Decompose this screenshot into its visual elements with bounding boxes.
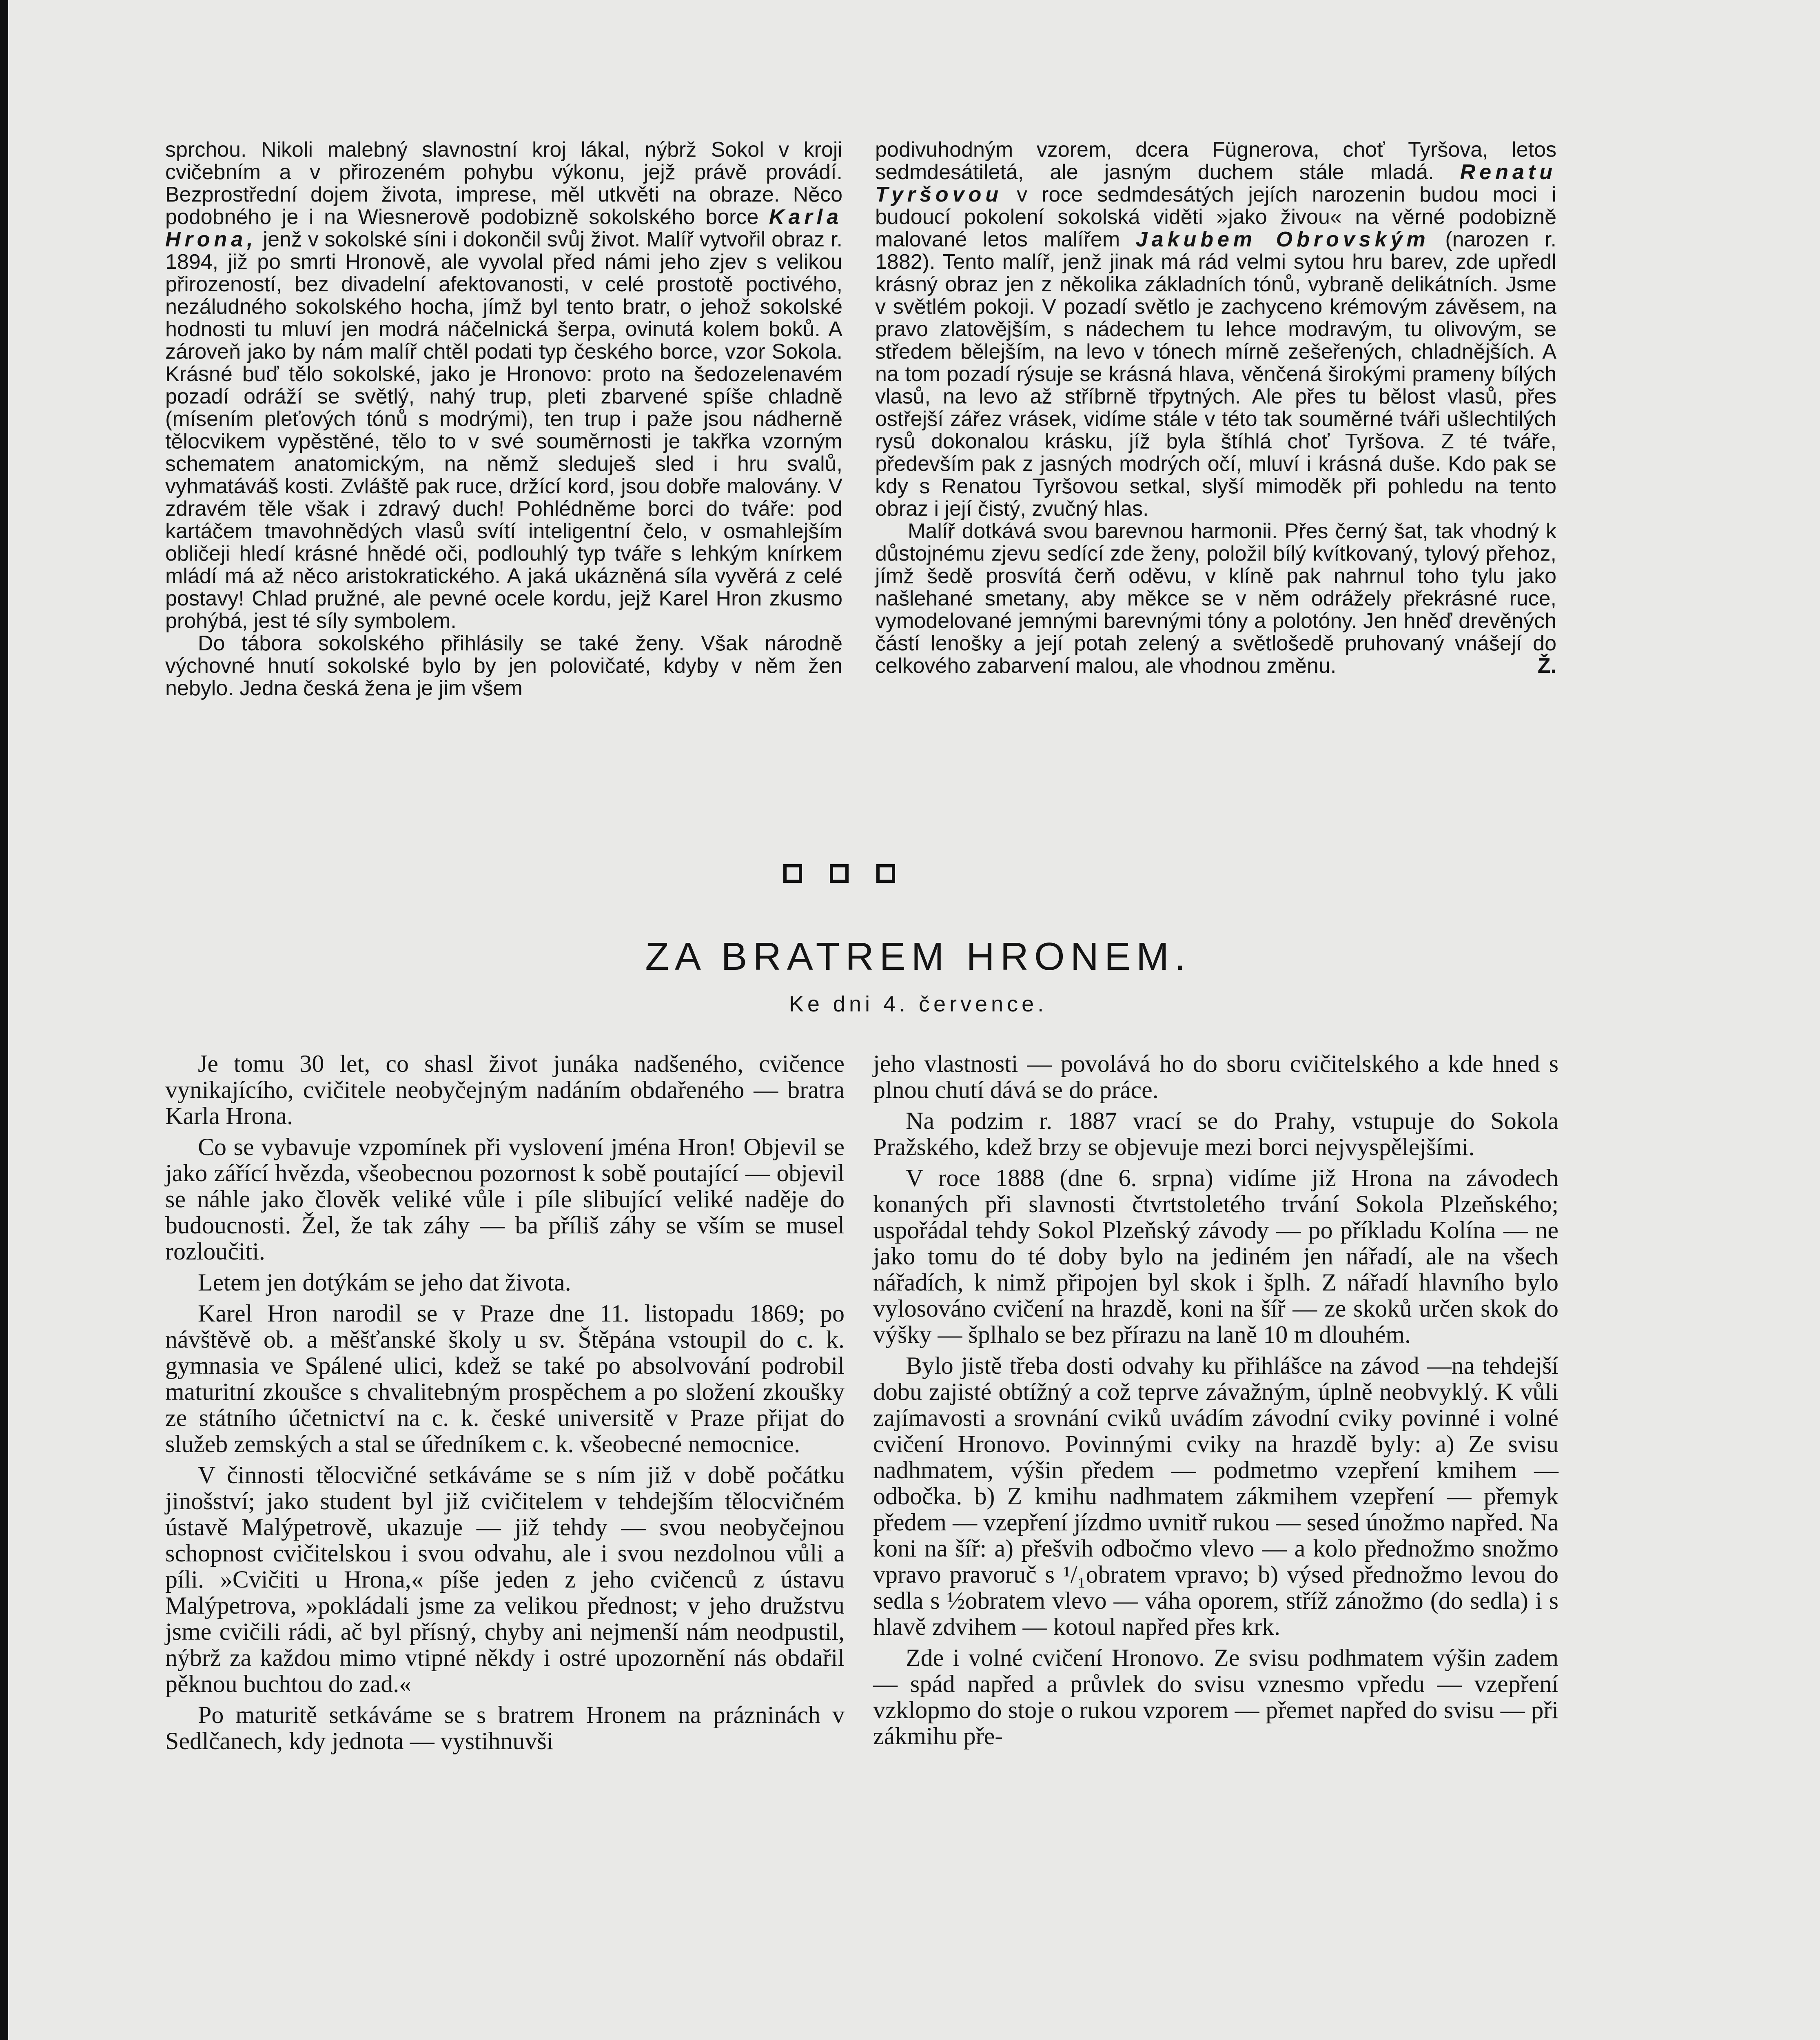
text-run: sprchou. Nikoli malebný slavnostní kroj lákal, nýbrž Sokol v kroji cvičebním a v přirozeném pohybu výkonu, jejž právě provádí. Bezprostřední dojem života, imprese, měl utkvěti na obraze. Něco podobného je i na Wiesnerově podobizně sokolského borce	[165, 138, 842, 229]
text-run: v roce sedmdesátých jejích narozenin budou moci i budoucí pokolení sokolská viděti »jako živou« na věrné podobizně malované letos malířem	[875, 183, 1556, 251]
paragraph: V roce 1888 (dne 6. srpna) vidíme již Hrona na závodech konaných při slavnosti čtvrtstoletého trvání Sokola Plzeňského; uspořádal tehdy Sokol Plzeňský závody — po příkladu Kolína — ne jako tomu do té doby bylo na jediném jen nářadí, ale na všech nářadích, k nimž připojen byl skok i šplh. Z nářadí hlavního bylo vylosováno cvičení na hrazdě, koni na šíř — ze skoků určen skok do výšky — šplhalo se bez přírazu na laně 10 m dlouhém.	[873, 1164, 1558, 1348]
article-subtitle: Ke dni 4. července.	[789, 992, 1048, 1016]
paragraph: Letem jen dotýkám se jeho dat života.	[198, 1269, 571, 1296]
square-ornament	[876, 864, 895, 883]
paragraph	[875, 520, 1556, 677]
paragraph: Po maturitě setkáváme se s bratrem Hronem na prázninách v Sedlčanech, kdy jednota — vystihnuvši	[165, 1701, 845, 1754]
paragraph: Karel Hron narodil se v Praze dne 11. listopadu 1869; po návštěvě ob. a měšťanské školy u sv. Štěpána vstoupil do c. k. gymnasia ve Spálené ulici, kdež se také po absolvování podrobil maturitní zkoušce s chvalitebným prospěchem a po složení zkoušky ze státního účetnictví na c. k. české universitě v Praze přijat do služeb zemských a stal se úředníkem c. k. všeobecné nemocnice.	[165, 1300, 845, 1457]
text-run: Malíř dotkává svou barevnou harmonii. Přes černý šat, tak vhodný k důstojnému zjevu sedící zde ženy, položil bílý kvítkovaný, tylový přehoz, jímž šedě prosvítá čerň oděvu, v klíně pak nahrnul toho tylu jako našlehané smetany, aby měkce se v něm odrážely překrásné ruce, vymodelované jemnými barevnými tóny a polotóny. Jen hněď drevěných částí lenošky a její potah zelený a světlošedě pruhovaný vnášejí do celkového zabarvení malou, ale vhodnou změnu.	[875, 519, 1556, 678]
paragraph: Zde i volné cvičení Hronovo. Ze svisu podhmatem výšin zadem — spád napřed a průvlek do svisu vznesmo vpředu — vzepření vzklopmo do stoje o rukou vzporem — přemet napřed do svisu — při zákmihu pře-	[873, 1644, 1558, 1750]
text-run: podivuhodným vzorem, dcera Fügnerova, choť Tyršova, letos sedmdesátiletá, ale jasným duchem stále mladá.	[875, 138, 1556, 184]
square-ornament	[783, 864, 802, 883]
emphasized-name: Karla Hrona,	[165, 205, 842, 251]
top-right-column	[875, 139, 1556, 677]
text-run: jenž v sokolské síni i dokončil svůj život. Malíř vytvořil obraz r. 1894, již po smrti Hronově, ale vyvolal před námi jeho zjev s velikou přirozeností, bez divadelní afektovanosti, v celé prostotě poctivého, nezáludného sokolského hocha, jímž byl tento bratr, o jehož sokolské hodnosti tu mluví jen modrá náčelnická šerpa, ovinutá kolem boků. A zároveň jako by nám malíř chtěl podati typ českého borce, vzor Sokola. Krásné buď tělo sokolské, jako je Hronovo: proto na šedozelenavém pozadí odráží se světlý, nahý trup, pleti zbarvené spíše chladně (mísením pleťových tónů s modrými), ten trup i paže jsou nádherně tělocvikem vypěstěné, tělo to v své souměrnosti je takřka vzorným schematem anatomickým, na němž sleduješ sled i hru svalů, vyhmatáváš kosti. Zvláště pak ruce, držící kord, jsou dobře malovány. V zdravém těle však i zdravý duch! Pohlédněme borci do tváře: pod kartáčem tmavohnědých vlasů svítí inteligentní čelo, v osmahlejším obličeji hledí krásné hnědé oči, podlouhlý typ tváře s lehkým knírkem mládí má až něco aristokratického. A jaká ukázněná síla vyvěrá z celé postavy! Chlad pružné, ale pevné ocele kordu, jejž Karel Hron zkusmo prohýbá, jest té síly symbolem.	[165, 228, 842, 633]
paragraph	[875, 139, 1556, 520]
paragraph: Na podzim r. 1887 vrací se do Prahy, vstupuje do Sokola Pražského, kdež brzy se objevuje mezi borci nejvyspělejšími.	[873, 1107, 1558, 1160]
square-ornament	[830, 864, 849, 883]
article-title: ZA BRATREM HRONEM.	[645, 935, 1191, 978]
bottom-right-column	[873, 1051, 1558, 1754]
paragraph	[165, 139, 842, 632]
text-run: (narozen r. 1882). Tento malíř, jenž jinak má rád velmi sytou hru barev, zde upředl krásný obraz jen z několika základních tónů, vybraně delikátních. Jsme v světlém pokoji. V pozadí světlo je zachyceno krémovým závěsem, na pravo zlatovějším, s nádechem tu lehce modravým, tu olivovým, se středem bělejším, na levo v tónech mírně zešeřených, chladnějších. A na tom pozadí rýsuje se krásná hlava, věnčená širokými prameny bílých vlasů, na levo až stříbrně třpytných. Ale přes tu bělost vlasů, přes ostřejší zářez vrásek, vidíme stále v této tak souměrné tváři ušlechtilých rysů dokonalou krásku, jíž byla štíhlá choť Tyršova. Z té tváře, především pak z jasných modrých očí, mluví i krásná duše. Kdo pak se kdy s Renatou Tyršovou setkal, slyší mimoděk při pohledu na tento obraz i její čistý, zvučný hlas.	[875, 228, 1556, 521]
emphasized-name: Renatu Tyršovou	[875, 160, 1556, 206]
top-left-column	[165, 139, 842, 700]
section-divider	[783, 864, 895, 883]
paragraph: Je tomu 30 let, co shasl život junáka nadšeného, cvičence vynikajícího, cvičitele neobyčejným nadáním obdařeného — bratra Karla Hrona.	[165, 1050, 845, 1129]
author-signature: Ž.	[1537, 654, 1556, 678]
bottom-left-column	[165, 1051, 845, 1759]
paragraph: Do tábora sokolského přihlásily se také ženy. Však národně výchovné hnutí sokolské bylo by jen polovičaté, kdyby v něm žen nebylo. Jedna česká žena je jim všem	[165, 632, 842, 700]
paragraph: jeho vlastnosti — povolává ho do sboru cvičitelského a kde hned s plnou chutí dává se do práce.	[873, 1050, 1558, 1103]
paragraph: Bylo jistě třeba dosti odvahy ku přihlášce na závod —na tehdejší dobu zajisté obtížný a což teprve závažným, úplně neobvyklý. K vůli zajímavosti a srovnání cviků uvádím závodní cviky povinné i volné cvičení Hronovo. Povinnými cviky na hrazdě byly: a) Ze svisu nadhmatem, výšin předem — podmetmo vzepření kmihem — odbočka. b) Z kmihu nadhmatem zákmihem vzepření — přemyk předem — vzepření jízdmo uvnitř rukou — sesed únožmo napřed. Na koni na šíř: a) přešvih odbočmo vlevo — a kolo přednožmo snožmo vpravo pravoruč s ¹/₁obratem vpravo; b) výsed přednožmo levou do sedla s ½obratem vlevo — váha oporem, stříž zánožmo (do sedla) i s hlavě zdvihem — kotoul napřed přes krk.	[873, 1352, 1558, 1640]
emphasized-name: Jakubem Obrovským	[1135, 228, 1430, 251]
paragraph: Co se vybavuje vzpomínek při vyslovení jména Hron! Objevil se jako zářící hvězda, všeobecnou pozornost k sobě poutající — objevil se náhle jako člověk veliké vůle i píle slibující veliké naděje do budoucnosti. Žel, že tak záhy — ba příliš záhy se vším se musel rozloučiti.	[165, 1133, 845, 1265]
paragraph: V činnosti tělocvičné setkáváme se s ním již v době počátku jinošství; jako student byl již cvičitelem v tehdejším tělocvičném ústavě Malýpetrově, ukazuje — již tehdy — svou neobyčejnou schopnost cvičitelskou i svou odvahu, ale i svou nezdolnou vůli a píli. »Cvičiti u Hrona,« píše jeden z jeho cvičenců z ústavu Malýpetrova, »pokládali jsme za velikou přednost; v jeho družstvu jsme cvičili rádi, ač byl přísný, chyby ani nejmenší nám neodpustil, nýbrž za každou mimo vtipné někdy i ostré upozornění nás obdařil pěknou buchtou do zad.«	[165, 1461, 845, 1697]
